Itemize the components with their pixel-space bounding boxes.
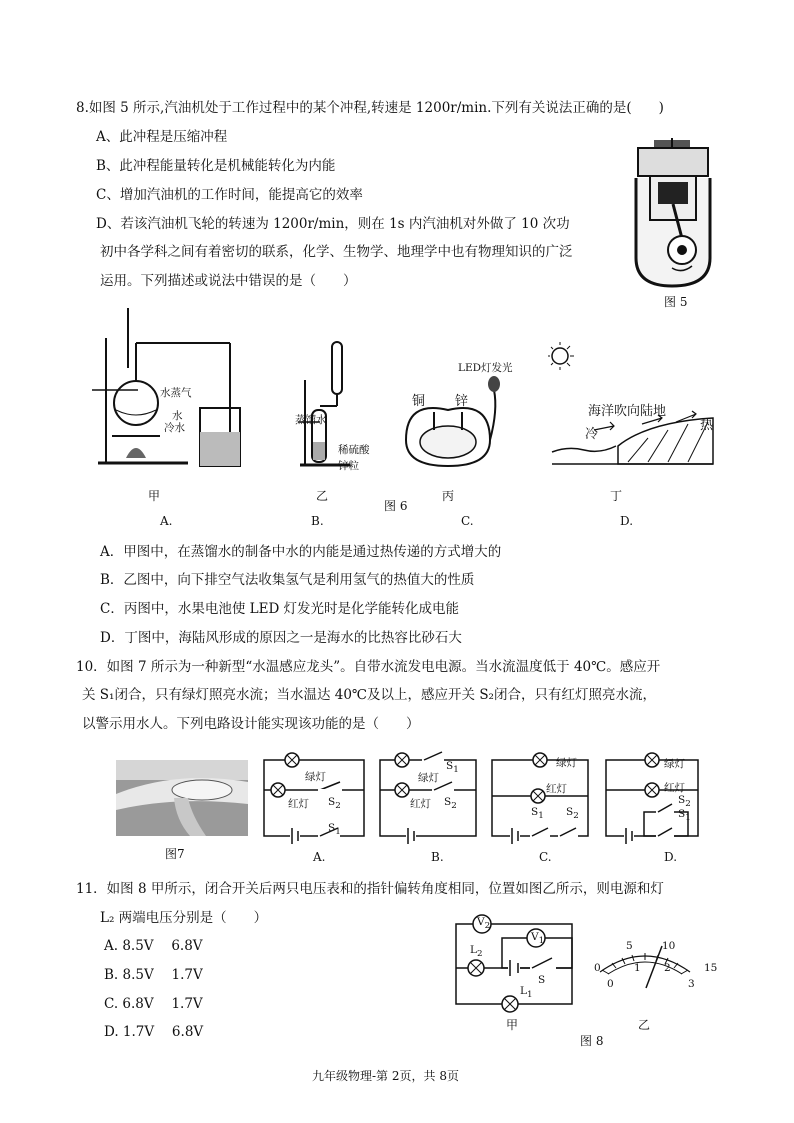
figure-8-v1-label: $V_1$ bbox=[531, 931, 545, 947]
q9-option-d: D．丁图中，海陆风形成的原因之一是海水的比热容比砂石大 bbox=[100, 630, 462, 646]
circuit-d-s1-label: $S_1$ bbox=[678, 808, 691, 824]
scale-top-15: 15 bbox=[704, 962, 718, 974]
circuit-c-s2-label: $S_2$ bbox=[566, 806, 579, 822]
circuit-b-s2-label: $S_2$ bbox=[444, 796, 457, 812]
circuit-choice-d: D. bbox=[664, 850, 678, 864]
q9-option-a: A．甲图中，在蒸馏水的制备中水的内能是通过热传递的方式增大的 bbox=[100, 544, 502, 560]
figure-8-s-label: S bbox=[538, 974, 546, 986]
q9-stem-line1: 初中各学科之间有着密切的联系，化学、生物学、地理学中也有物理知识的广泛 bbox=[100, 244, 573, 260]
q9-option-b: B．乙图中，向下排空气法收集氢气是利用氢气的热值大的性质 bbox=[100, 572, 475, 588]
q8-option-c: C、增加汽油机的工作时间，能提高它的效率 bbox=[96, 187, 363, 203]
q10-stem-line3: 以警示用水人。下列电路设计能实现该功能的是（ ） bbox=[82, 716, 420, 732]
label-steam: 水蒸气 bbox=[160, 387, 192, 399]
scale-bottom-2: 2 bbox=[664, 962, 671, 974]
figure-5-engine-diagram bbox=[632, 138, 714, 288]
circuit-d-red-lamp-label: 红灯 bbox=[664, 782, 685, 794]
q9-option-c: C．丙图中，水果电池使 LED 灯发光时是化学能转化成电能 bbox=[100, 601, 460, 617]
circuit-d-s2-label: $S_2$ bbox=[678, 794, 691, 810]
circuit-a-s2-label: $S_2$ bbox=[328, 796, 341, 812]
label-sea-breeze: 海洋吹向陆地 bbox=[588, 404, 667, 419]
label-water: 水 bbox=[172, 410, 183, 422]
figure-8-l2-label: $L_2$ bbox=[470, 944, 483, 960]
scale-bottom-0: 0 bbox=[607, 978, 614, 990]
q11-stem-line1: 11．如图 8 甲所示，闭合开关后两只电压表和的指针偏转角度相同，位置如图乙所示，则电源和灯 bbox=[76, 881, 664, 897]
circuit-b-green-lamp-label: 绿灯 bbox=[418, 772, 439, 784]
figure-5-caption: 图 5 bbox=[664, 295, 688, 309]
q8-option-b: B、此冲程能量转化是机械能转化为内能 bbox=[96, 158, 336, 174]
label-cold: 冷 bbox=[585, 427, 599, 442]
label-hot: 热 bbox=[700, 418, 714, 433]
figure-8-v2-label: $V_2$ bbox=[477, 916, 491, 932]
panel-label-yi: 乙 bbox=[316, 489, 329, 503]
circuit-c-s1-label: $S_1$ bbox=[531, 806, 544, 822]
figure-8-caption: 图 8 bbox=[580, 1034, 604, 1048]
label-copper: 铜 bbox=[412, 394, 426, 409]
q8-option-a: A、此冲程是压缩冲程 bbox=[96, 129, 228, 145]
scale-bottom-3: 3 bbox=[688, 978, 695, 990]
panel-choice-c: C. bbox=[461, 514, 474, 528]
q11-option-b: B. 8.5V 1.7V bbox=[104, 967, 203, 983]
scale-top-5: 5 bbox=[626, 940, 633, 952]
panel-label-jia: 甲 bbox=[148, 489, 161, 503]
q8-stem: 8.如图 5 所示,汽油机处于工作过程中的某个冲程,转速是 1200r/min.下列有关说法正确的是( ) bbox=[76, 100, 664, 116]
q11-option-c: C. 6.8V 1.7V bbox=[104, 996, 203, 1012]
q11-option-a: A. 8.5V 6.8V bbox=[104, 938, 203, 954]
figure-8-left-label: 甲 bbox=[506, 1018, 519, 1032]
figure-8-right-label: 乙 bbox=[638, 1018, 651, 1032]
label-zinc: 锌 bbox=[455, 394, 469, 409]
circuit-b-red-lamp-label: 红灯 bbox=[410, 798, 431, 810]
circuit-choice-b: B. bbox=[431, 850, 444, 864]
label-zinc-granules: 锌粒 bbox=[338, 460, 359, 472]
q9-stem-line2: 运用。下列描述或说法中错误的是（ ） bbox=[100, 273, 357, 289]
figure-7-caption: 图7 bbox=[165, 847, 185, 861]
circuit-c-red-lamp-label: 红灯 bbox=[546, 783, 567, 795]
scale-bottom-1: 1 bbox=[634, 962, 641, 974]
q10-stem-line2: 关 S₁闭合，只有绿灯照亮水流；当水温达 40℃及以上，感应开关 S₂闭合，只有红灯照亮水流， bbox=[82, 687, 656, 703]
panel-choice-a: A. bbox=[160, 514, 173, 528]
circuit-choice-a: A. bbox=[313, 850, 326, 864]
figure-6-caption: 图 6 bbox=[384, 499, 408, 513]
scale-top-0: 0 bbox=[594, 962, 601, 974]
figure-7-faucet-photo bbox=[116, 760, 248, 836]
circuit-d-green-lamp-label: 绿灯 bbox=[664, 758, 685, 770]
label-led: LED灯发光 bbox=[458, 362, 513, 374]
q11-option-d: D. 1.7V 6.8V bbox=[104, 1024, 204, 1040]
panel-label-ding: 丁 bbox=[610, 489, 623, 503]
panel-label-bing: 丙 bbox=[442, 489, 455, 503]
label-cold-water: 冷水 bbox=[164, 422, 185, 434]
figure-6-panel-bing-fruit-battery bbox=[398, 370, 508, 470]
page-footer: 九年级物理-第 2页，共 8页 bbox=[312, 1069, 459, 1083]
circuit-a-s1-label: $S_1$ bbox=[328, 822, 341, 838]
figure-8-l1-label: $L_1$ bbox=[520, 985, 533, 1001]
circuit-a-red-lamp-label: 红灯 bbox=[288, 798, 309, 810]
q8-option-d: D、若该汽油机飞轮的转速为 1200r/min，则在 1s 内汽油机对外做了 10 次功 bbox=[96, 216, 570, 232]
circuit-choice-c: C. bbox=[539, 850, 552, 864]
circuit-a bbox=[262, 752, 366, 840]
circuit-b-s1-label: $S_1$ bbox=[446, 760, 459, 776]
panel-choice-b: B. bbox=[311, 514, 324, 528]
label-dilute-acid: 稀硫酸 bbox=[338, 444, 370, 456]
q10-stem-line1: 10．如图 7 所示为一种新型“水温感应龙头”。自带水流发电电源。当水流温度低于 40℃。感应开 bbox=[76, 659, 661, 675]
q11-stem-line2: L₂ 两端电压分别是（ ） bbox=[100, 910, 268, 926]
circuit-a-green-lamp-label: 绿灯 bbox=[305, 771, 326, 783]
label-distilled-water: 蒸馏水 bbox=[295, 414, 327, 426]
circuit-c-green-lamp-label: 绿灯 bbox=[556, 757, 577, 769]
figure-8-circuit bbox=[452, 912, 576, 1010]
scale-top-10: 10 bbox=[662, 940, 676, 952]
panel-choice-d: D. bbox=[620, 514, 634, 528]
